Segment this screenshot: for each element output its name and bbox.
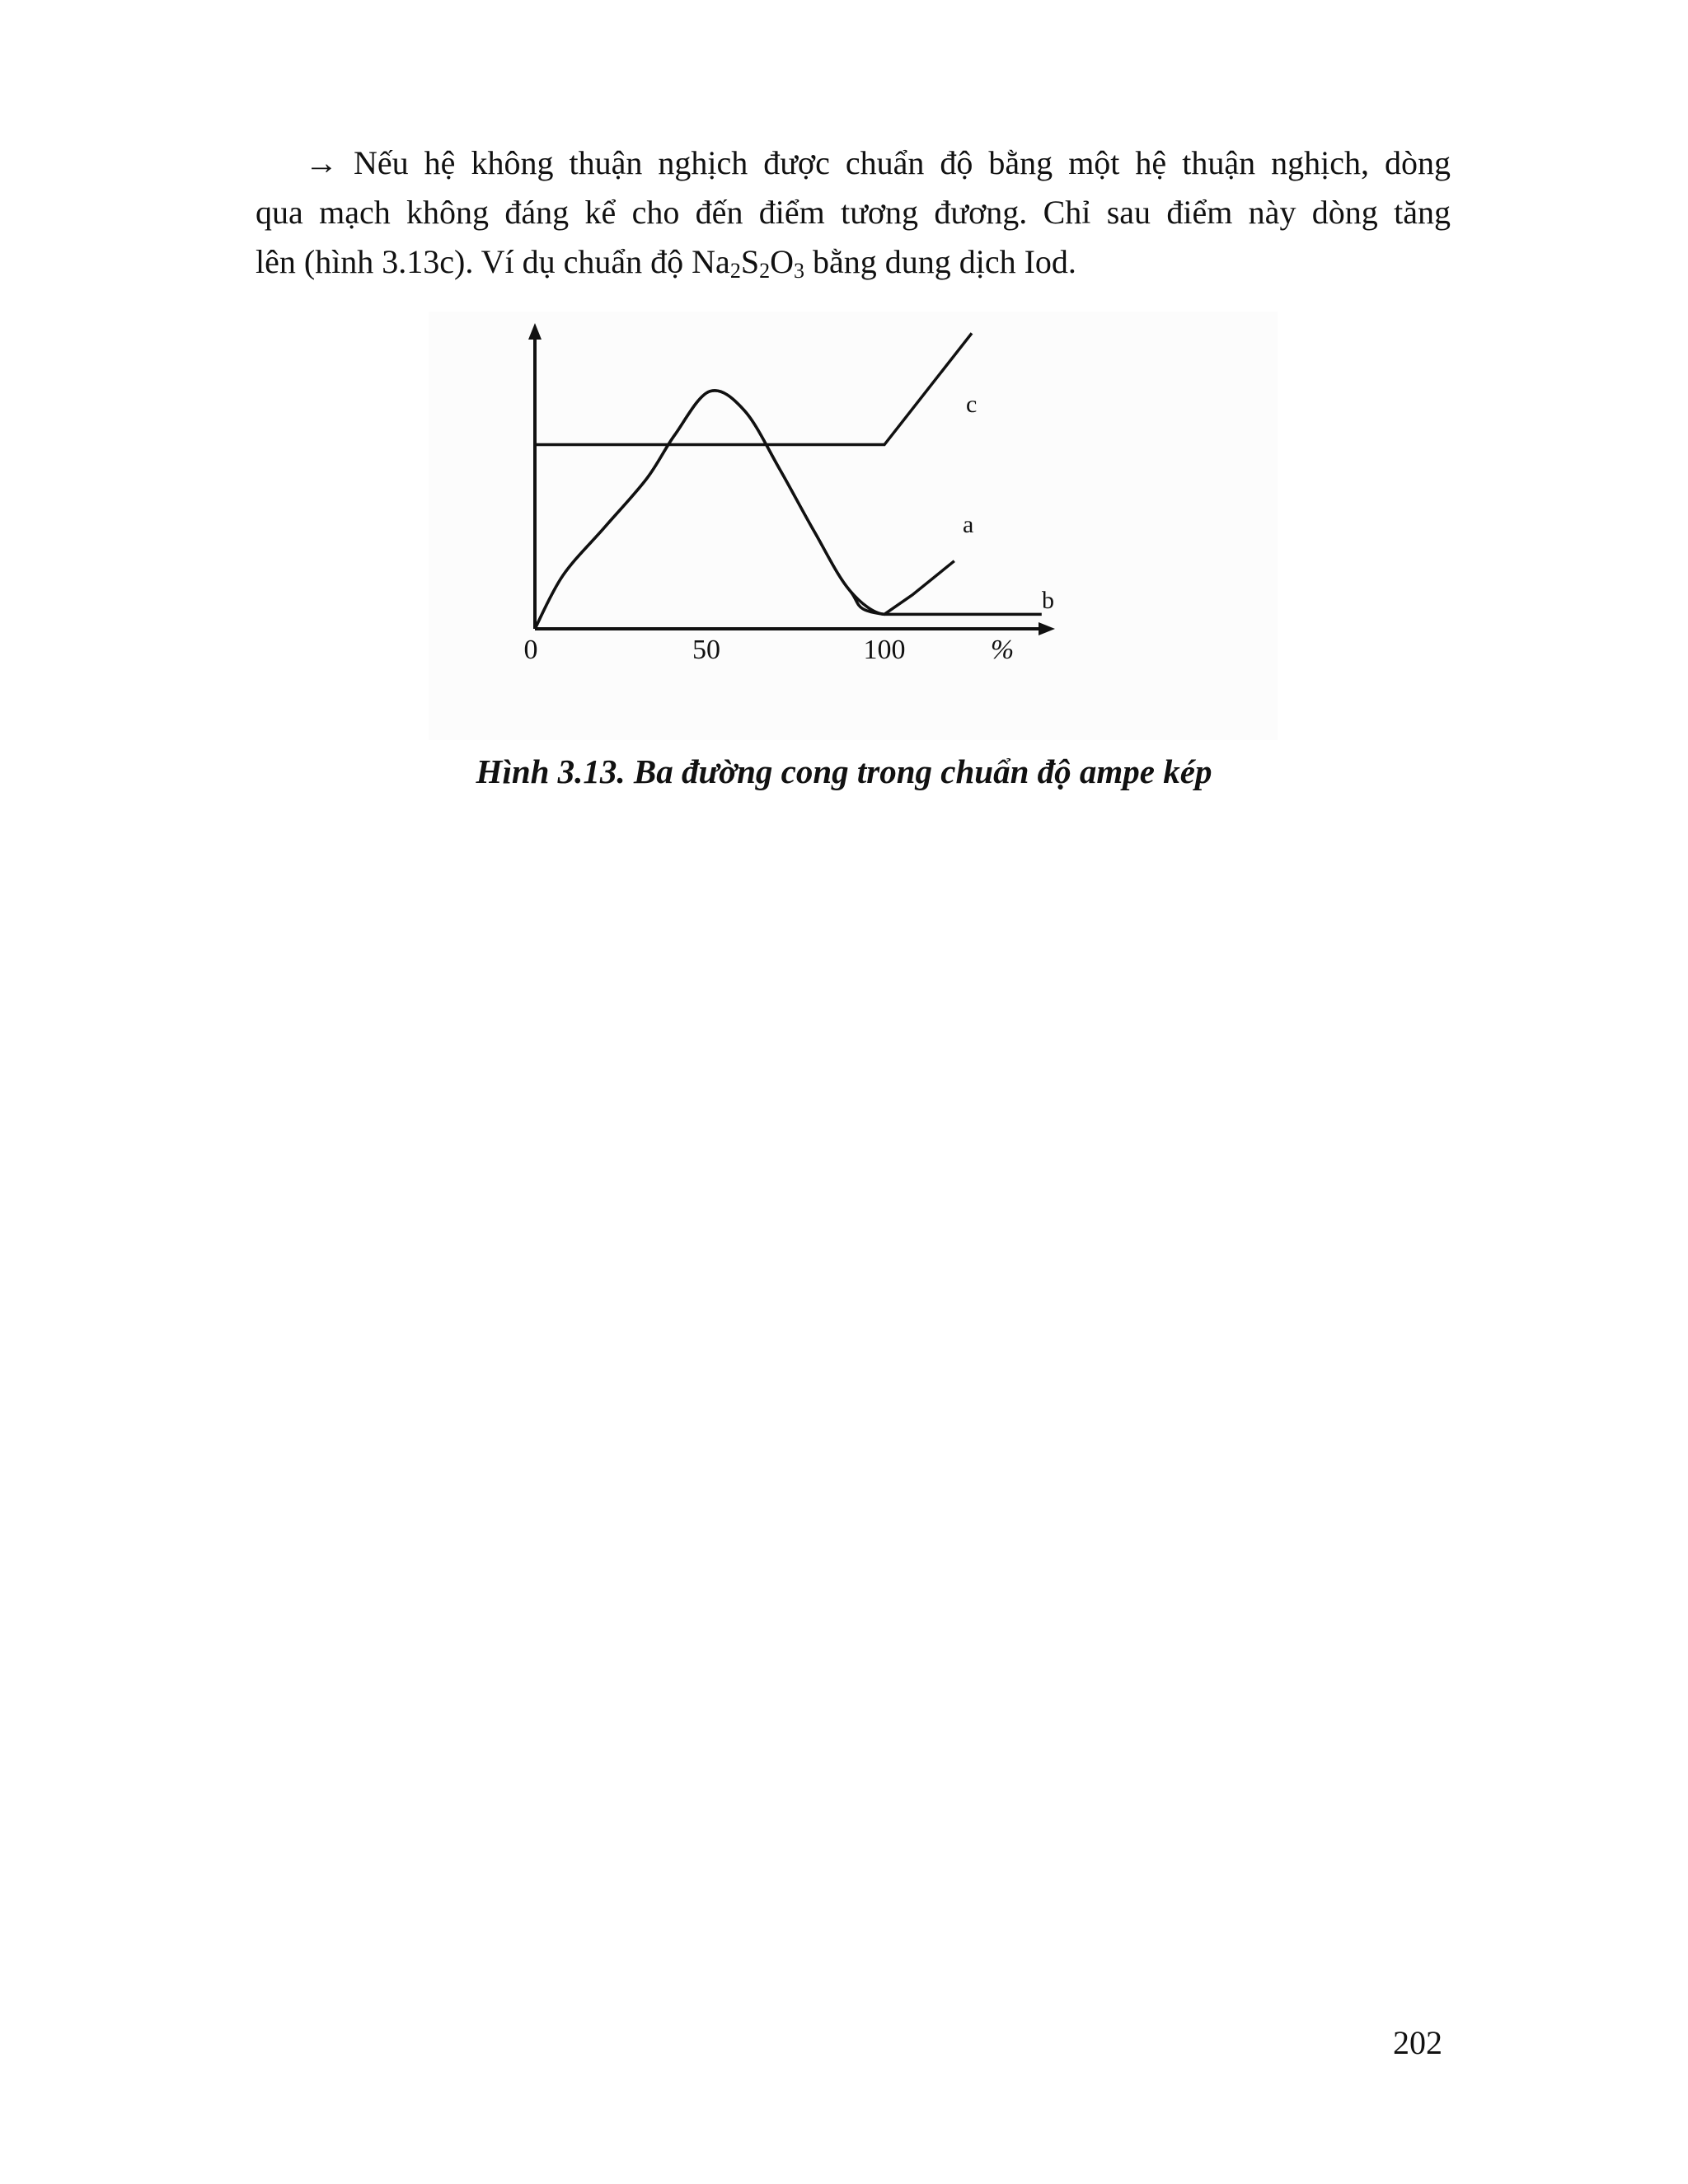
- x-tick-label-100: 100: [863, 635, 906, 665]
- page-number: 202: [1393, 2024, 1442, 2061]
- paragraph-line-3-start: lên (hình 3.13c). Ví dụ chuẩn độ Na: [256, 243, 730, 280]
- titration-chart: [429, 312, 1278, 740]
- chart-axes: [528, 323, 1055, 635]
- curve-label-c: c: [966, 391, 978, 418]
- x-unit-label: %: [990, 635, 1015, 665]
- subscript-3: 3: [793, 259, 804, 283]
- subscript-2a: 2: [729, 259, 741, 283]
- x-tick-label-50: 50: [692, 635, 720, 665]
- x-axis-arrow: [1039, 622, 1055, 635]
- series-layer: [535, 333, 1042, 629]
- paragraph-line-1: → Nếu hệ không thuận nghịch được chuẩn độ bằng một hệ thuận nghịch, dòng: [305, 144, 1451, 181]
- paragraph-line-3: [256, 237, 1451, 287]
- curve-labels: [963, 391, 1054, 614]
- paragraph-line-2: qua mạch không đáng kể cho đến điểm tương đương. Chỉ sau điểm này dòng tăng: [256, 194, 1451, 231]
- series-line-b: [535, 391, 1042, 629]
- series-line-c: [535, 333, 972, 444]
- x-tick-labels: [524, 635, 1015, 665]
- curve-label-a: a: [963, 511, 974, 538]
- formula-s: S: [740, 243, 760, 280]
- subscript-2b: 2: [759, 259, 771, 283]
- y-axis-arrow: [528, 323, 542, 340]
- figure-caption: Hình 3.13. Ba đường cong trong chuẩn độ ampe kép: [476, 752, 1212, 790]
- curve-label-b: b: [1042, 587, 1054, 614]
- x-tick-label-0: 0: [523, 635, 538, 665]
- formula-o: O: [770, 243, 794, 280]
- paragraph-line-3-end: bằng dung dịch Iod.: [804, 243, 1076, 280]
- series-line-a: [535, 391, 954, 629]
- figure-titration-curves: [429, 312, 1278, 740]
- body-paragraph: [256, 138, 1451, 287]
